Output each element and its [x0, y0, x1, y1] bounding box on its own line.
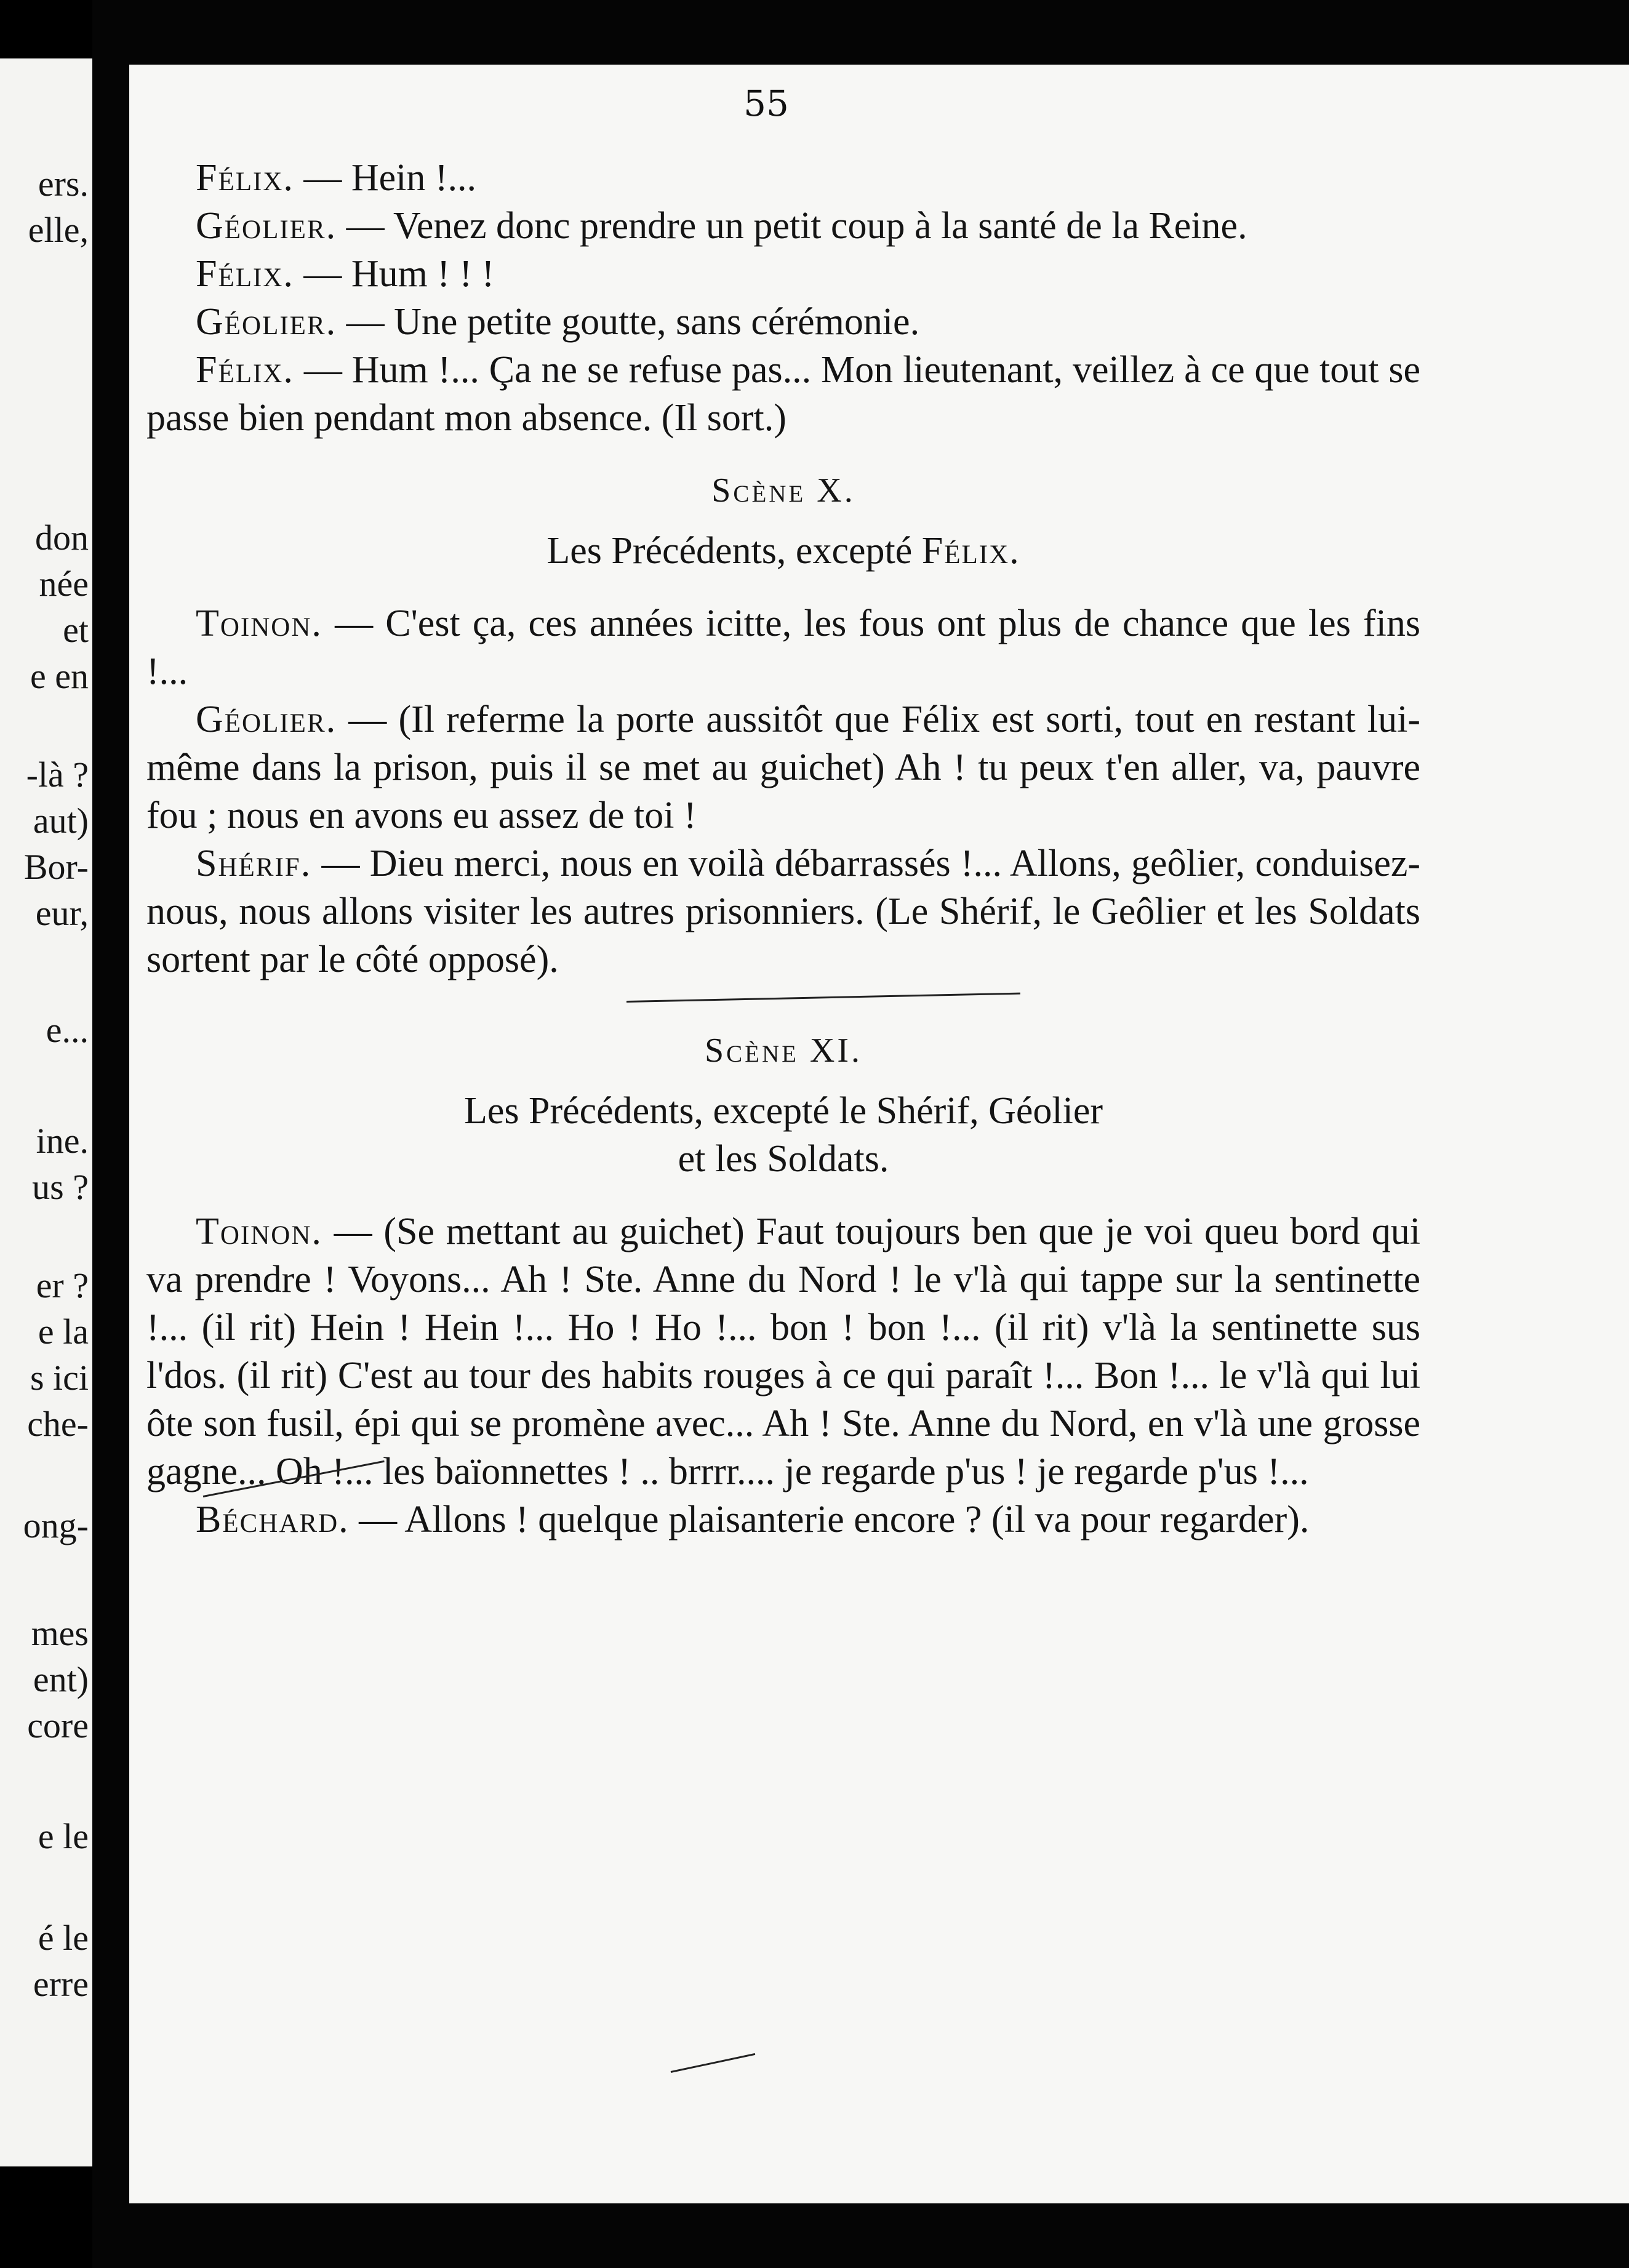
speaker-name: Félix. — [196, 349, 294, 391]
dialogue-line — [146, 250, 1420, 298]
scene-x-subtitle-prefix: Les Précédents, excepté — [546, 530, 922, 572]
left-page-text: ent) — [33, 1659, 89, 1699]
scene-divider — [146, 984, 1420, 1020]
dialogue-line — [146, 298, 1420, 346]
speaker-name: Géolier. — [196, 301, 337, 343]
left-page-text: aut) — [33, 801, 89, 841]
speaker-name: Toinon. — [196, 1211, 322, 1252]
dialogue-text: — Hum !... Ça ne se refuse pas... Mon lieutenant, veillez à ce que tout se passe bien pendant mon absence. (Il sort.) — [146, 349, 1421, 439]
left-page-text: eur, — [35, 893, 89, 933]
scene-x-subtitle — [146, 527, 1420, 575]
scene-xi-subtitle-line1: Les Précédents, excepté le Shérif, Géolier — [463, 1090, 1103, 1132]
pen-stroke — [671, 2053, 756, 2073]
dialogue-text: — Hum ! ! ! — [303, 253, 495, 295]
dialogue-line — [146, 839, 1420, 984]
left-page-text: don — [35, 518, 89, 558]
left-page-text: us ? — [32, 1167, 89, 1207]
left-page-text: née — [39, 564, 89, 604]
left-page-text: er ? — [36, 1265, 89, 1305]
left-page-text: ers. — [38, 164, 89, 204]
dialogue-text: — Allons ! quelque plaisanterie encore ? (il va pour regarder). — [359, 1499, 1310, 1541]
scene-xi-title: Scène XI. — [704, 1032, 863, 1070]
scene-xi-subtitle-line2: et les Soldats. — [678, 1138, 889, 1180]
left-page-text: s ici — [30, 1358, 89, 1398]
dialogue-text: — Dieu merci, nous en voilà débarrassés !... Allons, geôlier, conduisez-nous, nous allons visiter les autres prisonniers. (Le Shérif, le Geôlier et les Soldats sortent par le côté opposé). — [146, 843, 1421, 980]
dialogue-text: — (Se mettant au guichet) Faut toujours ben que je voi queu bord qui va prendre ! Voyons... Ah ! Ste. Anne du Nord ! le v'là qui tappe sur la sentinette !... (il rit) Hein ! Hein !... Ho ! Ho !... bon ! bon !... (il rit) v'là la sentinette sus l'dos. (il rit) C'est au tour des habits rouges à ce qui paraît !... Bon !... le v'là qui lui ôte son fusil, épi qui se promène avec... Ah ! Ste. Anne du Nord, en v'là une grosse gagne... Oh !... les baïonnettes ! .. brrrr.... je regarde p'us ! je regarde p'us !... — [146, 1211, 1420, 1493]
left-page-text: e en — [30, 656, 89, 696]
book-gutter — [92, 0, 129, 2268]
dialogue-line — [146, 599, 1420, 695]
left-page-fragment — [0, 58, 92, 2166]
page-text — [146, 154, 1420, 1544]
speaker-name: Félix. — [196, 253, 294, 295]
dialogue-line — [146, 202, 1420, 250]
dialogue-line — [146, 154, 1420, 202]
scan-top-border — [92, 0, 1629, 65]
speaker-name: Géolier. — [196, 205, 337, 247]
left-page-text: e... — [46, 1010, 89, 1050]
page-number: 55 — [743, 82, 789, 124]
left-page-text: ine. — [36, 1121, 89, 1161]
dialogue-line — [146, 346, 1420, 442]
left-page-text: é le — [38, 1918, 89, 1958]
scene-x-title: Scène X. — [711, 471, 855, 510]
scene-x-subtitle-name: Félix. — [921, 530, 1020, 572]
left-page-text: -là ? — [26, 755, 89, 795]
speaker-name: Shérif. — [196, 843, 312, 884]
dialogue-text: — C'est ça, ces années icitte, les fous ont plus de chance que les fins !... — [146, 603, 1421, 692]
scan-bottom-border — [92, 2203, 1629, 2268]
left-page-text: e la — [38, 1312, 89, 1352]
speaker-name: Toinon. — [196, 603, 322, 644]
left-page-text: elle, — [28, 210, 89, 250]
dialogue-text: — (Il referme la porte aussitôt que Félix est sorti, tout en restant lui-même dans la prison, puis il se met au guichet) Ah ! tu peux t'en aller, va, pauvre fou ; nous en avons eu assez de toi ! — [146, 699, 1420, 836]
left-page-text: Bor- — [23, 847, 89, 887]
left-page-text: ong- — [23, 1505, 89, 1545]
left-page-text: erre — [33, 1964, 89, 2004]
speaker-name: Géolier. — [196, 699, 337, 740]
dialogue-text: — Venez donc prendre un petit coup à la santé de la Reine. — [346, 205, 1247, 247]
dialogue-text: — Hein !... — [303, 157, 477, 199]
book-page — [129, 65, 1629, 2203]
speaker-name: Béchard. — [196, 1499, 350, 1541]
dialogue-line — [146, 1208, 1420, 1496]
speaker-name: Félix. — [196, 157, 294, 199]
left-page-text: e le — [38, 1816, 89, 1856]
dialogue-line — [146, 1496, 1420, 1544]
left-page-text: mes — [31, 1613, 89, 1653]
left-page-text: che- — [27, 1404, 89, 1444]
dialogue-line — [146, 695, 1420, 839]
left-page-text: core — [27, 1705, 89, 1745]
dialogue-text: — Une petite goutte, sans cérémonie. — [346, 301, 920, 343]
left-page-text: et — [63, 610, 89, 650]
